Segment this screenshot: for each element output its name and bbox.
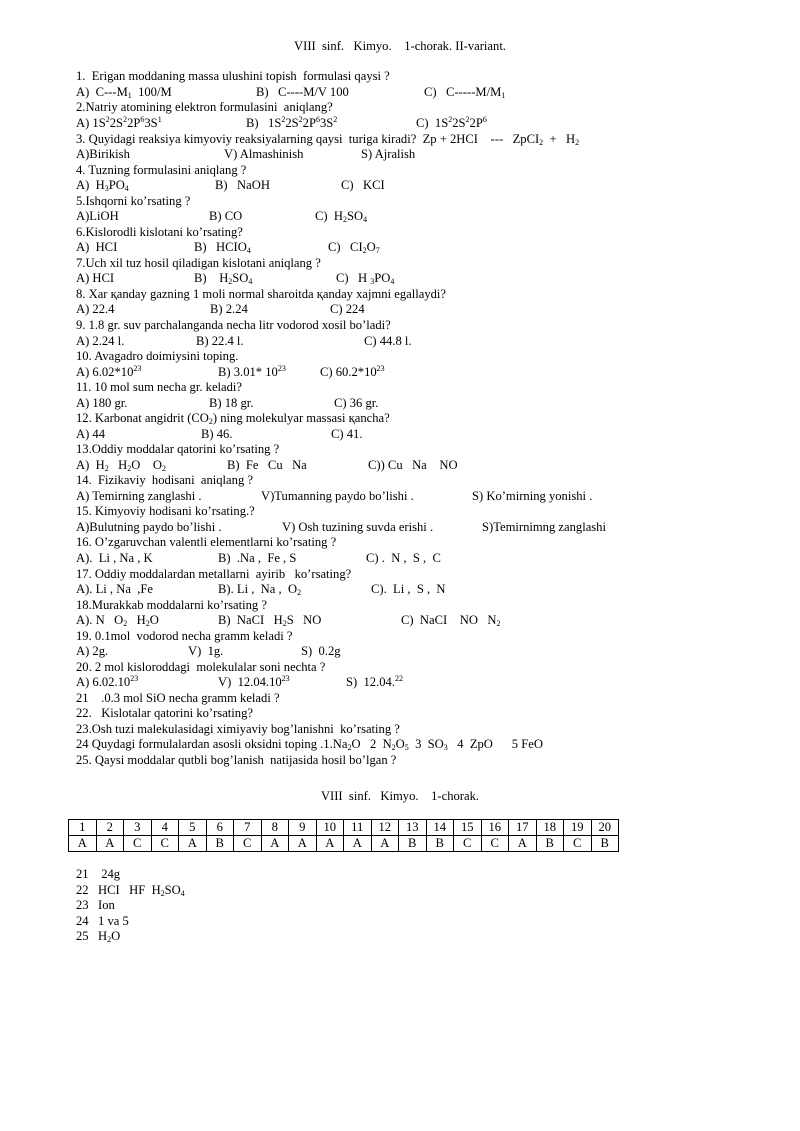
answer-cell: A	[509, 836, 537, 852]
option-text: B). Li , Na , $O_2$	[218, 582, 302, 597]
question-number-cell: 7	[234, 820, 262, 836]
option-text: B) .Na , Fe , S	[218, 551, 297, 565]
option-text: C)) Cu Na NO	[368, 458, 458, 472]
option-text: S) Ajralish	[361, 147, 416, 161]
option-text: C) 36 gr.	[334, 396, 379, 410]
question-number-cell: 10	[316, 820, 344, 836]
option-text: B) C----M/V 100	[256, 85, 349, 99]
answer-cell: B	[399, 836, 427, 852]
option-text: B) 46.	[201, 427, 233, 441]
option-text: C). Li , S , N	[371, 582, 446, 596]
line-text: 20. 2 mol kisloroddagi molekulalar soni nechta ?	[76, 660, 326, 674]
question-number-cell: 11	[344, 820, 372, 836]
answer-cell: C	[124, 836, 152, 852]
answer-cell: C	[481, 836, 509, 852]
answer-cell: C	[151, 836, 179, 852]
option-text: C) 41.	[331, 427, 363, 441]
answer-cell: A	[96, 836, 124, 852]
line-text: A) 22.4	[76, 302, 115, 316]
line-text: A) $H_3PO_4$	[76, 178, 129, 193]
option-text: S) 12.04.22	[346, 674, 403, 689]
answer-key-answer-row	[69, 836, 619, 852]
line-text: 22. Kislotalar qatorini ko’rsating?	[76, 706, 253, 720]
answer-cell: B	[536, 836, 564, 852]
line-text: 11. 10 mol sum necha gr. keladi?	[76, 380, 243, 394]
answer-cell: C	[564, 836, 592, 852]
line-text: A) HCI	[76, 240, 118, 254]
answer-cell: B	[206, 836, 234, 852]
line-text: A) $1S^22S^22P^63S^1$	[76, 115, 162, 130]
question-number-cell: 1	[69, 820, 97, 836]
answer-cell: A	[316, 836, 344, 852]
question-number-cell: 5	[179, 820, 207, 836]
extra-answer-line: 24 1 va 5	[76, 914, 129, 928]
answer-cell: A	[179, 836, 207, 852]
option-text: B) 2.24	[210, 302, 248, 316]
option-text: B) CO	[209, 209, 243, 223]
test-title: VIII sinf. Kimyo. 1-chorak. II-variant.	[294, 39, 506, 53]
option-text: B) $HCIO_4$	[194, 240, 251, 255]
question-number-cell: 2	[96, 820, 124, 836]
option-text: S) 0.2g	[301, 644, 341, 658]
extra-answer-line: 25 $H_2O$	[76, 929, 121, 944]
line-text: A) HCI	[76, 271, 115, 285]
line-text: 5.Ishqorni ko’rsating ?	[76, 194, 191, 208]
line-text: 13.Oddiy moddalar qatorini ko’rsating ?	[76, 442, 280, 456]
line-text: 18.Murakkab moddalarni ko’rsating ?	[76, 598, 267, 612]
line-text: A) Temirning zanglashi .	[76, 489, 202, 503]
question-number-cell: 3	[124, 820, 152, 836]
question-number-cell: 18	[536, 820, 564, 836]
option-text: B) Fe Cu Na	[227, 458, 307, 472]
line-text: A) 2.24 l.	[76, 334, 125, 348]
line-text: 21 .0.3 mol SiO necha gramm keladi ?	[76, 691, 280, 705]
answer-cell: B	[426, 836, 454, 852]
answer-cell: A	[344, 836, 372, 852]
line-text: 10. Avagadro doimiysini toping.	[76, 349, 239, 363]
option-text: B) $1S^22S^22P^63S^2$	[246, 115, 338, 130]
option-text: B) $H_2SO_4$	[194, 271, 253, 286]
question-number-cell: 14	[426, 820, 454, 836]
line-text: 17. Oddiy moddalardan metallarni ayirib ko’rsating?	[76, 567, 352, 581]
question-number-cell: 9	[289, 820, 317, 836]
question-number-cell: 17	[509, 820, 537, 836]
option-text: V) 1g.	[188, 644, 224, 658]
option-text: C) $H_2SO_4$	[315, 209, 368, 224]
option-text: V) 12.04.10$^{23}$	[218, 674, 290, 689]
question-number-cell: 20	[591, 820, 619, 836]
question-number-cell: 16	[481, 820, 509, 836]
answer-cell: C	[454, 836, 482, 852]
line-text: A) 44	[76, 427, 106, 441]
option-text: C) NaCI NO $N_2$	[401, 613, 501, 628]
option-text: C) $60.2*10^{23}$	[320, 364, 385, 379]
line-text: 12. Karbonat angidrit $(CO_2)$ ning molekulyar massasi қancha?	[76, 411, 390, 426]
line-text: 15. Kimyoviy hodisani ko’rsating.?	[76, 504, 255, 518]
answer-cell: A	[371, 836, 399, 852]
option-text: C) 224	[330, 302, 365, 316]
option-text: C) 44.8 l.	[364, 334, 412, 348]
option-text: V) Almashinish	[224, 147, 304, 161]
line-text: A) $C---M_1$ 100/M	[76, 85, 172, 100]
option-text: C) KCI	[341, 178, 385, 192]
option-text: S)Temirnimng zanglashi	[482, 520, 606, 534]
option-text: B) NaCI $H_2S$ NO	[218, 613, 322, 628]
option-text: V)Tumanning paydo bo’lishi .	[261, 489, 414, 503]
answer-key-title: VIII sinf. Kimyo. 1-chorak.	[320, 789, 480, 803]
line-text: 6.Kislorodli kislotani ko’rsating?	[76, 225, 243, 239]
question-number-cell: 8	[261, 820, 289, 836]
line-text: 23.Osh tuzi malekulasidagi ximiyaviy bog’lanishni ko’rsating ?	[76, 722, 400, 736]
question-number-cell: 13	[399, 820, 427, 836]
answer-key-table	[68, 819, 619, 852]
line-text: A) 6.02.10$^{23}$	[76, 674, 139, 689]
line-text: 2.Natriy atomining elektron formulasini aniqlang?	[76, 100, 333, 114]
line-text: 14. Fizikaviy hodisani aniqlang ?	[76, 473, 253, 487]
line-text: 4. Tuzning formulasini aniqlang ?	[76, 163, 247, 177]
question-number-cell: 15	[454, 820, 482, 836]
line-text: A) 180 gr.	[76, 396, 128, 410]
question-number-cell: 19	[564, 820, 592, 836]
line-text: 7.Uch xil tuz hosil qiladigan kislotani aniqlang ?	[76, 256, 321, 270]
line-text: 16. O’zgaruvchan valentli elementlarni ko’rsating ?	[76, 535, 337, 549]
option-text: C) $1S^22S^22P^6$	[416, 115, 487, 130]
option-text: V) Osh tuzining suvda erishi .	[282, 520, 434, 534]
line-text: A)Birikish	[76, 147, 130, 161]
option-text: B) 18 gr.	[209, 396, 254, 410]
line-text: A). N $O_2$ $H_2O$	[76, 613, 159, 628]
answer-cell: A	[289, 836, 317, 852]
line-text: A). Li , Na ,Fe	[76, 582, 153, 596]
line-text: A). Li , Na , K	[76, 551, 153, 565]
line-text: 9. 1.8 gr. suv parchalanganda necha litr vodorod xosil bo’ladi?	[76, 318, 391, 332]
line-text: 19. 0.1mol vodorod necha gramm keladi ?	[76, 629, 293, 643]
option-text: C) $CI_2O_7$	[328, 240, 380, 255]
question-number-cell: 6	[206, 820, 234, 836]
extra-answer-line: 23 Ion	[76, 898, 115, 912]
line-text: 24 Quydagi formulalardan asosli oksidni toping $.1.Na_2O$ 2 $N_2O_5$ 3 $SO_3$ 4 ZpO 5 FeO	[76, 737, 543, 752]
question-number-cell: 4	[151, 820, 179, 836]
extra-answer-line: 22 HCI HF $H_2SO_4$	[76, 883, 185, 898]
line-text: A) $6.02*10^{23}$	[76, 364, 142, 379]
line-text: A) 2g.	[76, 644, 109, 658]
answer-cell: A	[69, 836, 97, 852]
line-text: 8. Xar қanday gazning 1 moli normal sharoitda қanday xajmni egallaydi?	[76, 287, 446, 301]
line-text: 25. Qaysi moddalar qutbli bog’lanish natijasida hosil bo’lgan ?	[76, 753, 397, 767]
line-text: 3. Quyidagi reaksiya kimyoviy reaksiyalarning qaysi turiga kiradi? Zp + 2HCI --- ZpCI$_2$ + $H_2$	[76, 132, 580, 147]
answer-cell: A	[261, 836, 289, 852]
option-text: C) . N , S , C	[366, 551, 441, 565]
option-text: C) $C-----M/M_1$	[424, 85, 506, 100]
line-text: A) $H_2$ $H_2O$ $O_2$	[76, 458, 167, 473]
option-text: B) 22.4 l.	[196, 334, 244, 348]
option-text: S) Ko’mirning yonishi .	[472, 489, 593, 503]
line-text: A)Bulutning paydo bo’lishi .	[76, 520, 222, 534]
option-text: B) 3.01* $10^{23}$	[218, 364, 286, 379]
option-text: B) NaOH	[215, 178, 270, 192]
question-number-cell: 12	[371, 820, 399, 836]
extra-answer-line: 21 24g	[76, 867, 121, 881]
line-text: A)LiOH	[76, 209, 119, 223]
answer-key-number-row	[69, 820, 619, 836]
answer-cell: C	[234, 836, 262, 852]
option-text: C) H $_3PO_4$	[336, 271, 395, 286]
answer-cell: B	[591, 836, 619, 852]
line-text: 1. Erigan moddaning massa ulushini topish formulasi qaysi ?	[76, 69, 390, 83]
